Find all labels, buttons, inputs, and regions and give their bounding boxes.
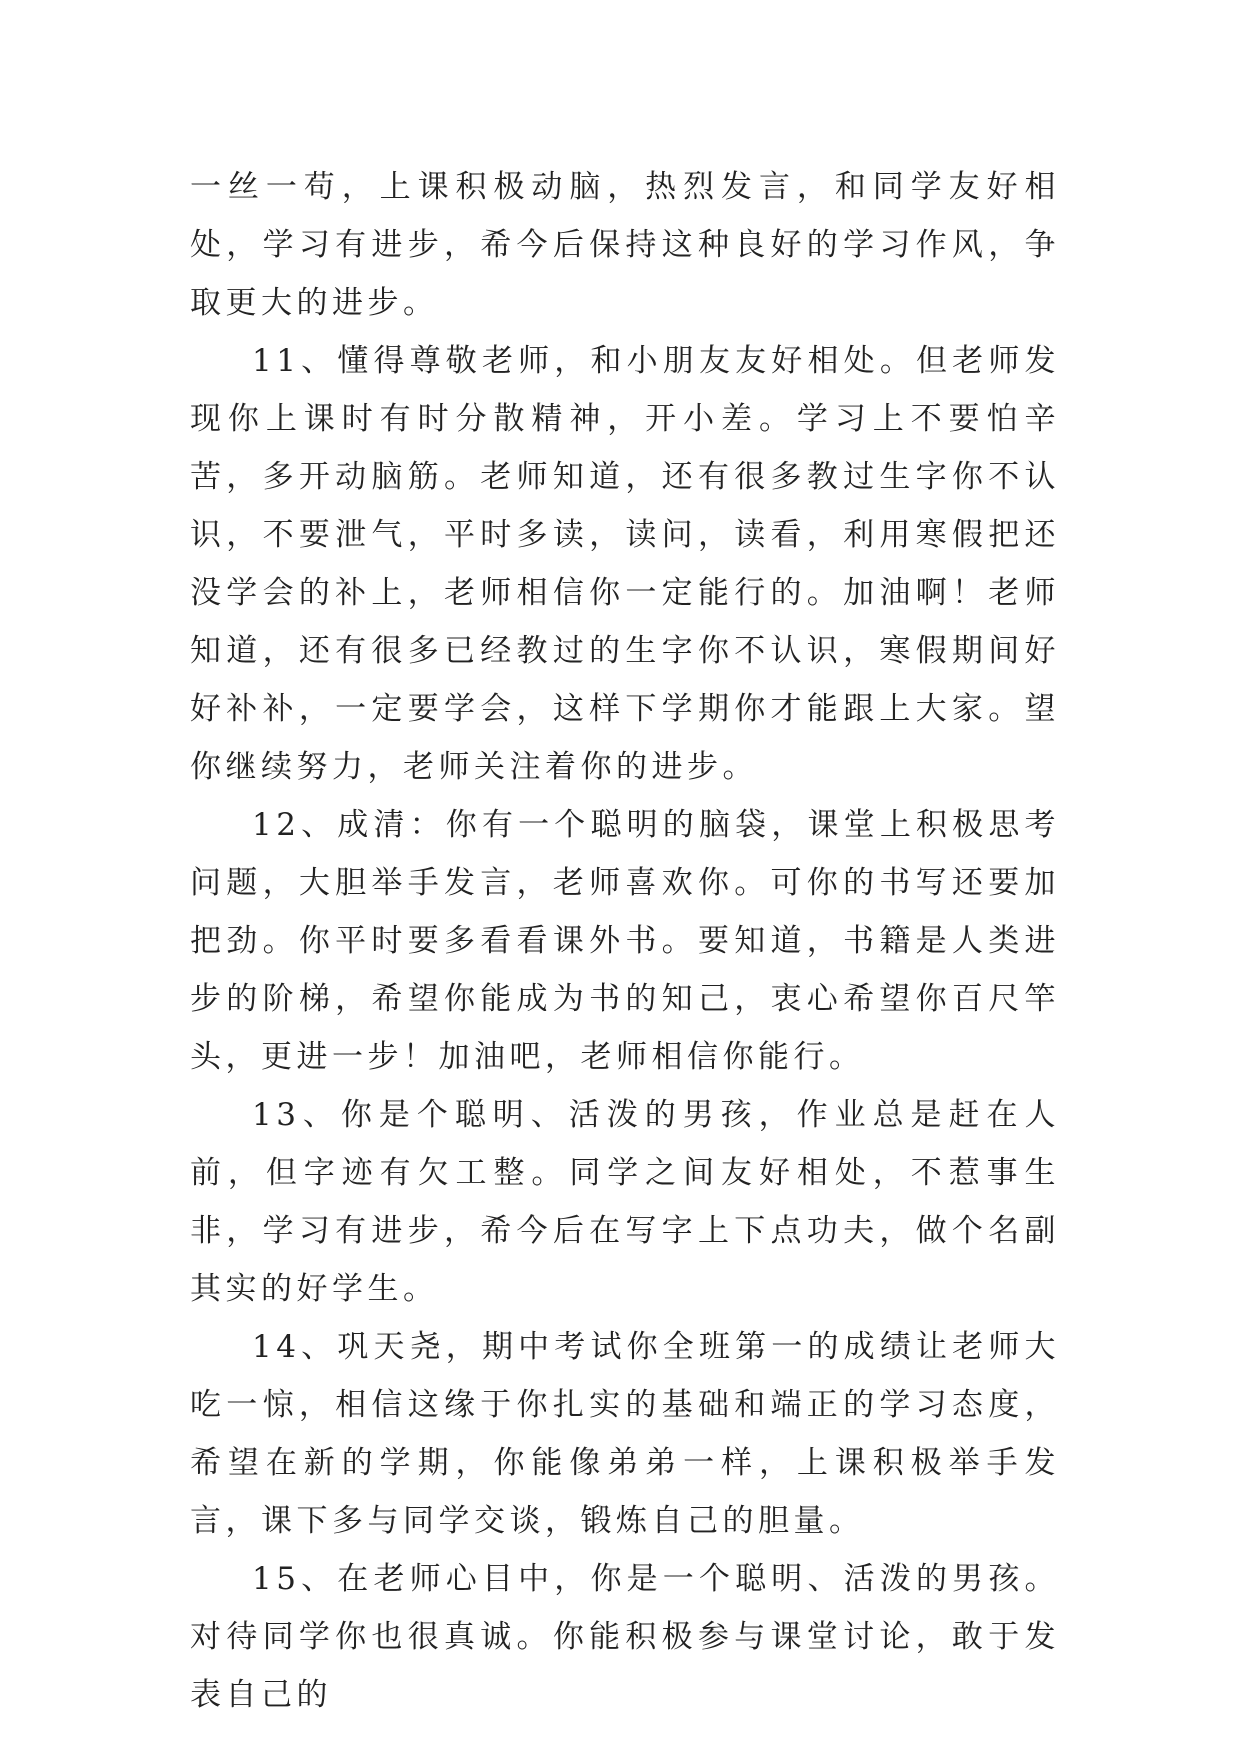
paragraph-comment-14: 14、巩天尧，期中考试你全班第一的成绩让老师大吃一惊，相信这缘于你扎实的基础和端正的学习态度，希望在新的学期，你能像弟弟一样，上课积极举手发言，课下多与同学交谈，锻炼自己的胆量。 [190, 1329, 1060, 1539]
paragraph-comment-15: 15、在老师心目中，你是一个聪明、活泼的男孩。对待同学你也很真诚。你能积极参与课堂讨论，敢于发表自己的 [190, 1561, 1060, 1713]
paragraph-comment-13: 13、你是个聪明、活泼的男孩，作业总是赶在人前，但字迹有欠工整。同学之间友好相处，不惹事生非，学习有进步，希今后在写字上下点功夫，做个名副其实的好学生。 [190, 1097, 1060, 1307]
paragraph-comment-11: 11、懂得尊敬老师，和小朋友友好相处。但老师发现你上课时有时分散精神，开小差。学习上不要怕辛苦，多开动脑筋。老师知道，还有很多教过生字你不认识，不要泄气，平时多读，读问，读看，利用寒假把还没学会的补上，老师相信你一定能行的。加油啊！老师知道，还有很多已经教过的生字你不认识，寒假期间好好补补，一定要学会，这样下学期你才能跟上大家。望你继续努力，老师关注着你的进步。 [190, 343, 1060, 785]
document-body [190, 158, 1060, 1724]
paragraph-continued: 一丝一苟，上课积极动脑，热烈发言，和同学友好相处，学习有进步，希今后保持这种良好的学习作风，争取更大的进步。 [190, 169, 1060, 321]
paragraph-comment-12: 12、成清：你有一个聪明的脑袋，课堂上积极思考问题，大胆举手发言，老师喜欢你。可你的书写还要加把劲。你平时要多看看课外书。要知道，书籍是人类进步的阶梯，希望你能成为书的知己，衷心希望你百尺竿头，更进一步！加油吧，老师相信你能行。 [190, 807, 1060, 1075]
